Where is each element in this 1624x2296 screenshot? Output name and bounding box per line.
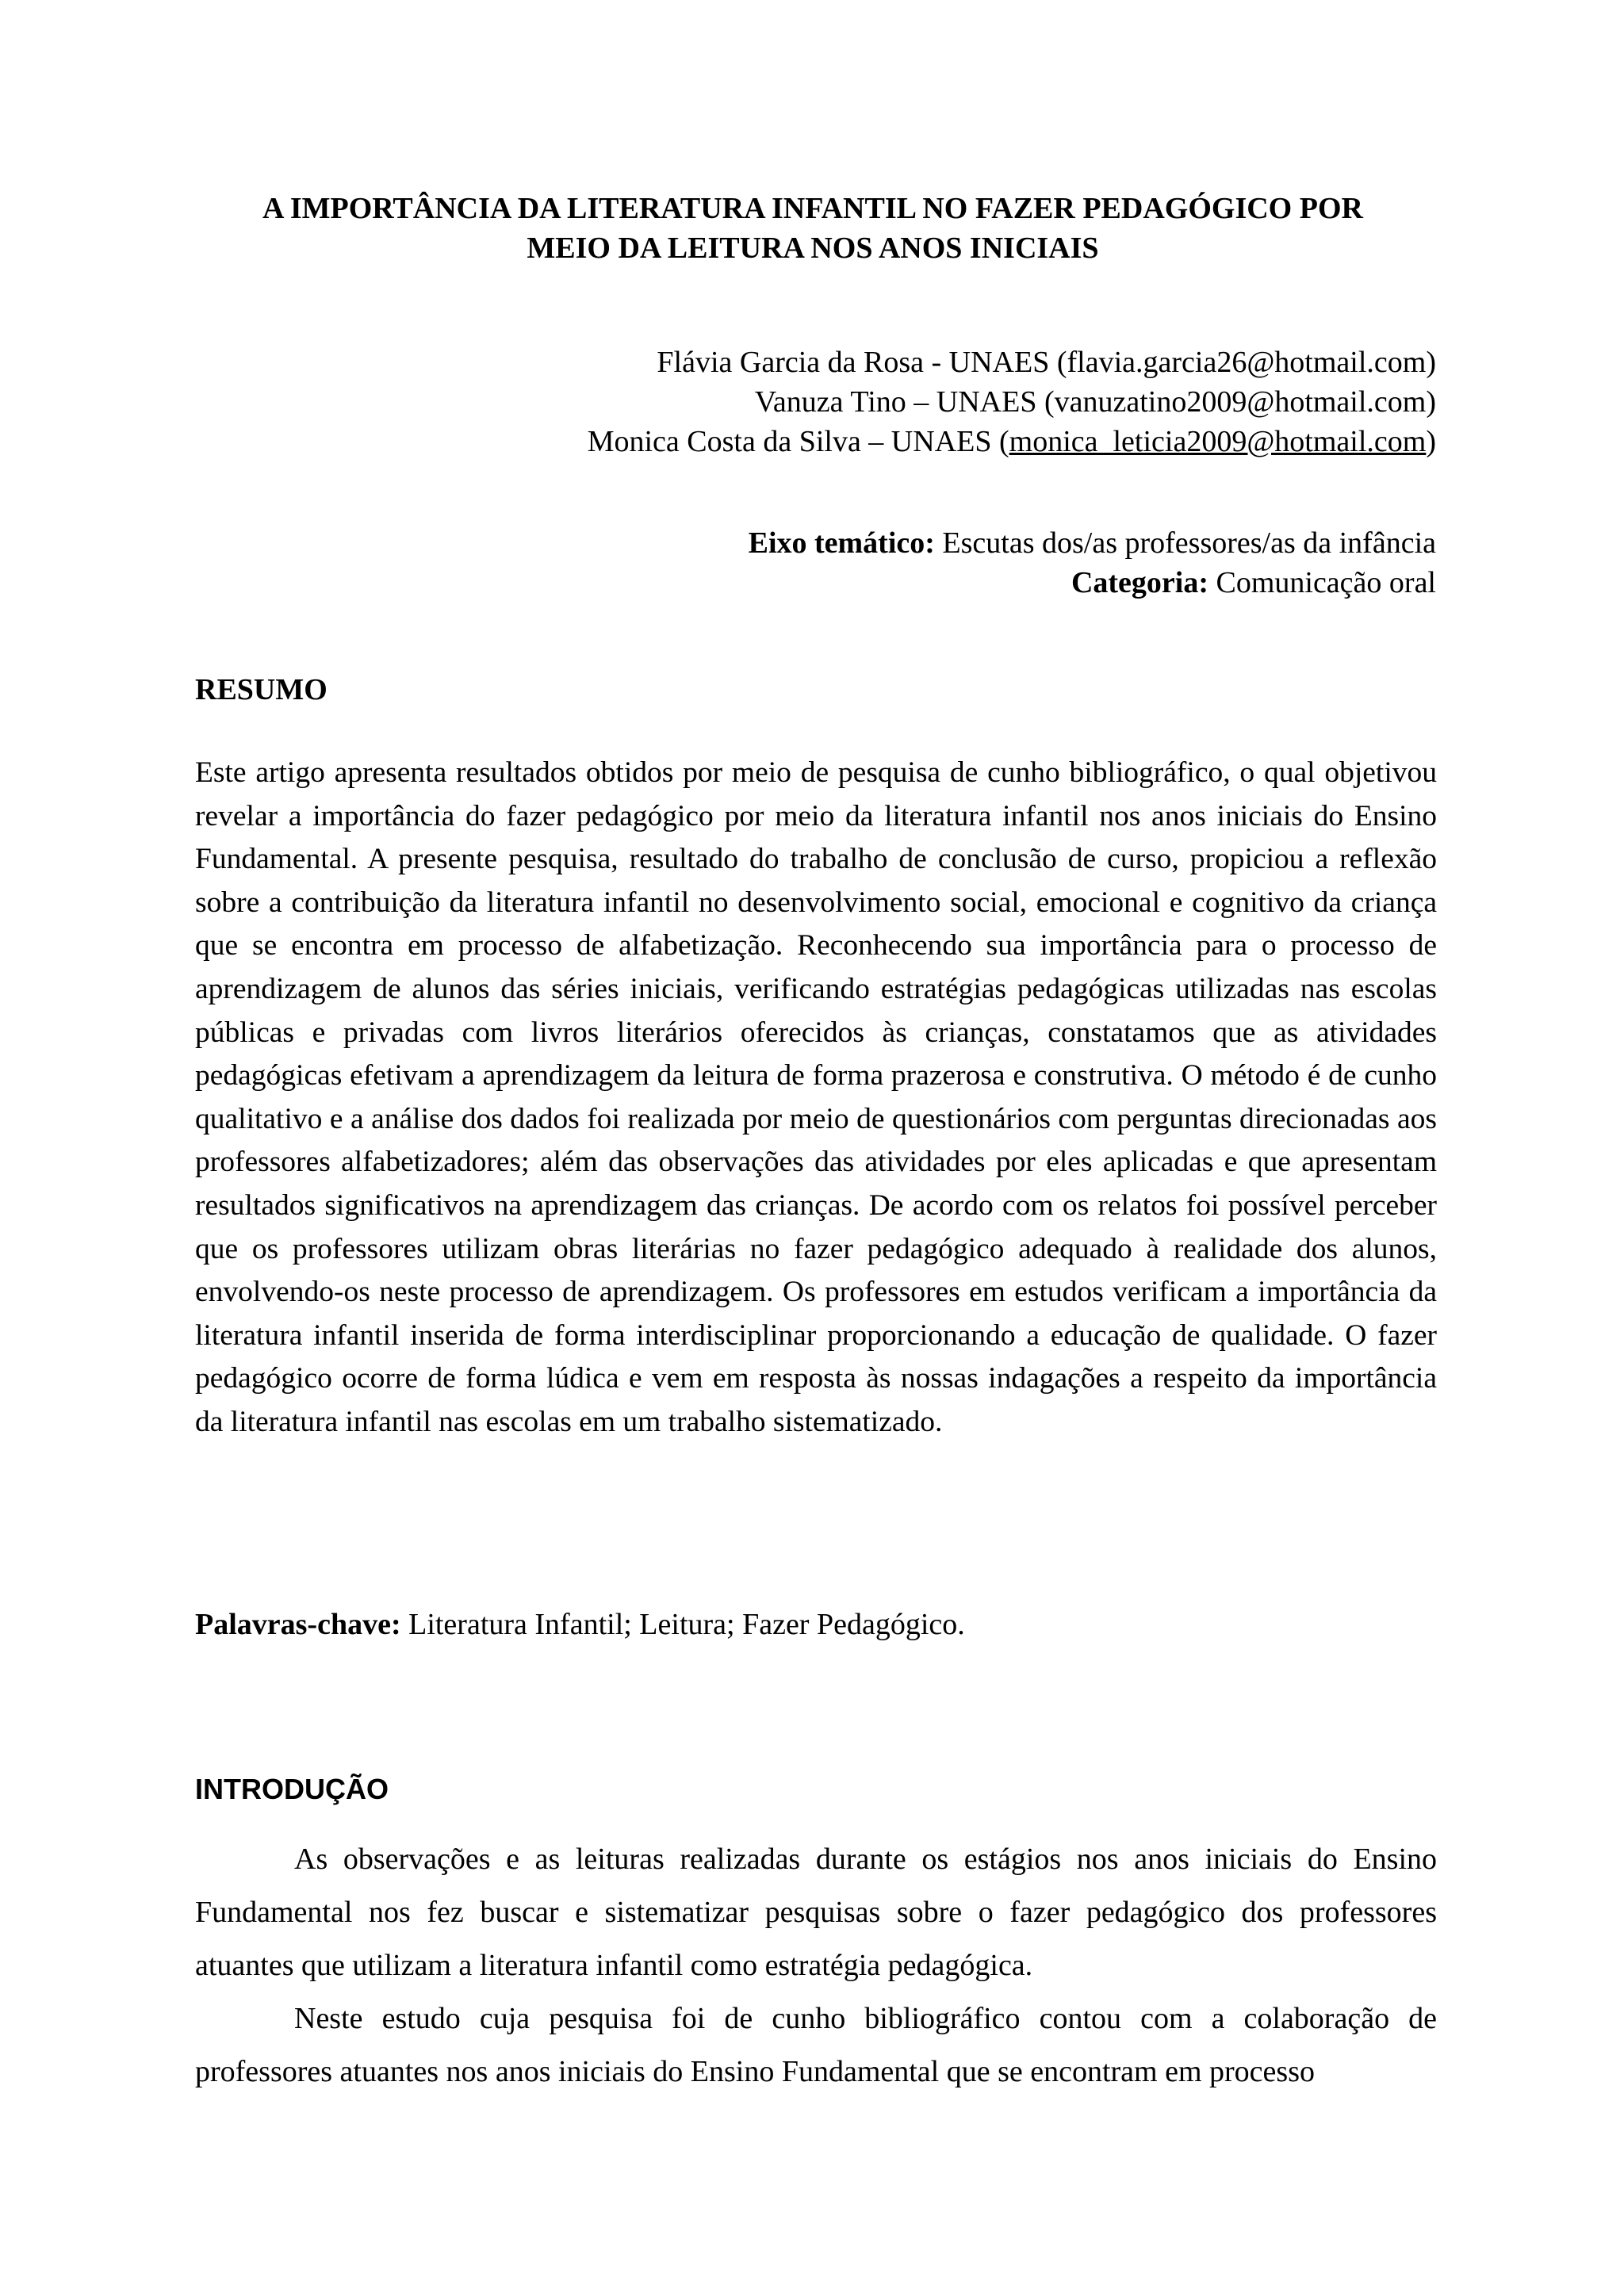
author-3-email-link[interactable]: monica_leticia2009@hotmail.com [1009,425,1427,458]
eixo-value: Escutas dos/as professores/as da infância [934,526,1436,560]
categoria-value: Comunicação oral [1208,566,1436,599]
eixo-label: Eixo temático: [748,526,935,560]
eixo-tematico [749,523,1436,563]
resumo-heading: RESUMO [195,673,327,706]
abstract-text: Este artigo apresenta resultados obtidos por meio de pesquisa de cunho bibliográfico, o qual objetivou revelar a importância do fazer pedagógico por meio da literatura infantil nos anos iniciais do Ensino Fundamental. A presente pesquisa, resultado do trabalho de conclusão de curso, propiciou a reflexão sobre a contribuição da literatura infantil no desenvolvimento social, emocional e cognitivo da criança que se encontra em processo de alfabetização. Reconhecendo sua importância para o processo de aprendizagem de alunos das séries iniciais, verificando estratégias pedagógicas utilizadas nas escolas públicas e privadas com livros literários oferecidos às crianças, constatamos que as atividades pedagógicas efetivam a aprendizagem da leitura de forma prazerosa e construtiva. O método é de cunho qualitativo e a análise dos dados foi realizada por meio de questionários com perguntas direcionadas aos professores alfabetizadores; além das observações das atividades por eles aplicadas e que apresentam resultados significativos na aprendizagem das crianças. De acordo com os relatos foi possível perceber que os professores utilizam obras literárias no fazer pedagógico adequado à realidade dos alunos, envolvendo-os neste processo de aprendizagem. Os professores em estudos verificam a importância da literatura infantil inserida de forma interdisciplinar proporcionando a educação de qualidade. O fazer pedagógico ocorre de forma lúdica e vem em resposta às nossas indagações a respeito da importância da literatura infantil nas escolas em um trabalho sistematizado. [195,756,1437,1438]
keywords-value: Literatura Infantil; Leitura; Fazer Pedagógico. [400,1608,965,1641]
introducao-heading: INTRODUÇÃO [195,1773,389,1805]
keywords [195,1605,965,1644]
author-1: Flávia Garcia da Rosa - UNAES (flavia.garcia26@hotmail.com) [657,346,1436,379]
author-2: Vanuza Tino – UNAES (vanuzatino2009@hotmail.com) [754,385,1436,419]
title-line-2: MEIO DA LEITURA NOS ANOS INICIAIS [527,232,1099,265]
intro-paragraph-1: As observações e as leituras realizadas durante os estágios nos anos iniciais do Ensino Fundamental nos fez buscar e sistematizar pesquisas sobre o fazer pedagógico dos professores atuantes que utilizam a literatura infantil como estratégia pedagógica. [195,1843,1437,1982]
introducao-body [195,1833,1437,2099]
categoria-label: Categoria: [1071,566,1208,599]
keywords-label: Palavras-chave: [195,1608,401,1641]
author-3 [588,422,1436,461]
title-line-1: A IMPORTÂNCIA DA LITERATURA INFANTIL NO FAZER PEDAGÓGICO POR [262,192,1363,225]
categoria [749,563,1436,603]
intro-paragraph-2: Neste estudo cuja pesquisa foi de cunho bibliográfico contou com a colaboração de professores atuantes nos anos iniciais do Ensino Fundamental que se encontram em processo [195,2002,1437,2088]
author-list [588,342,1436,461]
paper-title [194,189,1431,268]
author-3-name: Monica Costa da Silva – UNAES ( [587,425,1009,458]
author-3-suffix: ) [1426,425,1436,458]
paper-metadata [749,523,1436,603]
